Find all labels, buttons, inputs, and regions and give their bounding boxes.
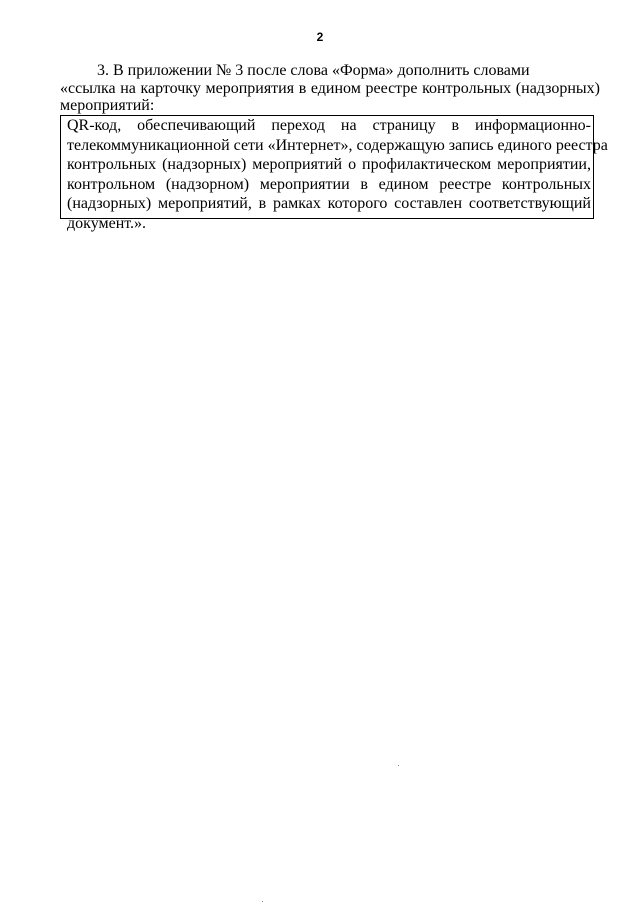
paragraph-body	[60, 80, 600, 114]
paragraph-line: мероприятий:	[60, 97, 155, 114]
scan-speck	[262, 901, 263, 902]
boxed-text-line: телекоммуникационной сети «Интернет», содержащую запись единого реестра	[67, 136, 608, 154]
scan-speck	[398, 765, 399, 766]
boxed-text-line: документ.».	[67, 214, 147, 232]
paragraph-line: «ссылка на карточку мероприятия в едином реестре контрольных (надзорных)	[60, 80, 600, 97]
boxed-text-block	[60, 115, 608, 232]
boxed-text-line: контрольном (надзорном) мероприятии в едином реестре контрольных	[67, 175, 591, 193]
paragraph-title: 3. В приложении № 3 после слова «Форма» дополнить словами	[97, 62, 530, 79]
boxed-text-line: (надзорных) мероприятий, в рамках которого составлен соответствующий	[67, 195, 591, 212]
boxed-text-line: QR-код, обеспечивающий переход на страницу в информационно-	[67, 117, 591, 134]
boxed-text-line: контрольных (надзорных) мероприятий о профилактическом мероприятии,	[67, 156, 591, 173]
page-number: 2	[316, 30, 324, 44]
